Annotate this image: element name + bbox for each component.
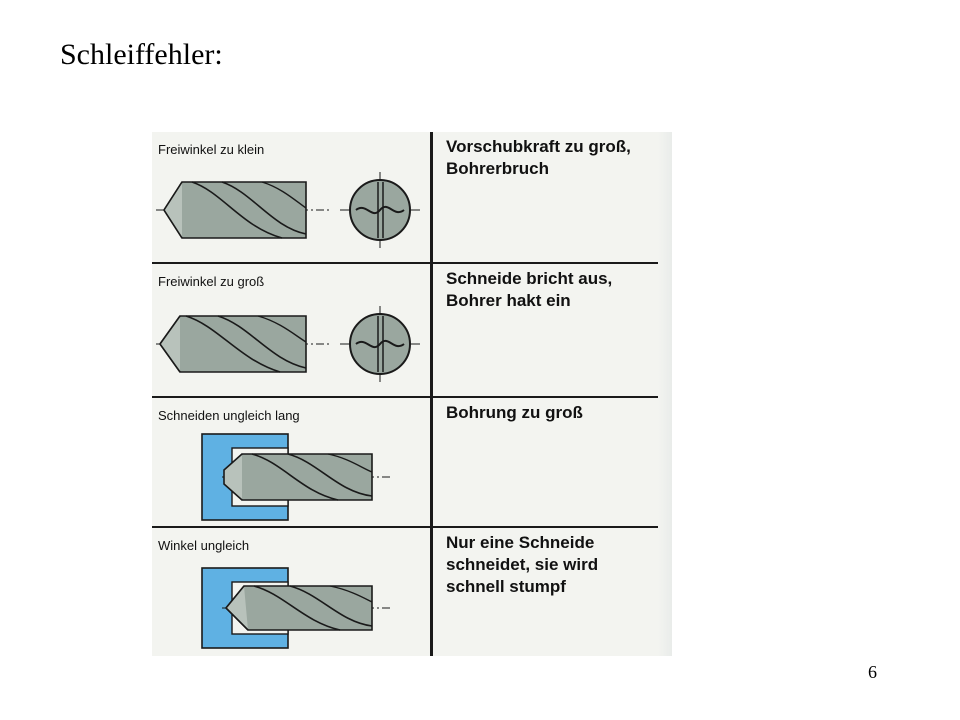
row-label: Schneiden ungleich lang xyxy=(158,408,300,423)
drill-in-workpiece-illustration xyxy=(152,398,430,528)
drill-in-workpiece-illustration xyxy=(152,528,430,656)
row-effect xyxy=(446,402,583,424)
row-effect xyxy=(446,268,612,312)
effect-line: Vorschubkraft zu groß, xyxy=(446,137,631,156)
effect-line: Bohrerbruch xyxy=(446,159,549,178)
error-row-schneiden-ungleich xyxy=(152,396,672,528)
error-row-freiwinkel-klein xyxy=(152,132,672,262)
row-label: Winkel ungleich xyxy=(158,538,250,553)
effect-line: Bohrung zu groß xyxy=(446,403,583,422)
row-effect xyxy=(446,136,631,180)
row-label: Freiwinkel zu groß xyxy=(158,274,265,289)
drill-illustration xyxy=(152,132,430,262)
effect-line: schnell stumpf xyxy=(446,577,566,596)
page-number: 6 xyxy=(868,662,877,682)
error-row-winkel-ungleich xyxy=(152,526,672,656)
drill-illustration xyxy=(152,264,430,398)
effect-line: Schneide bricht aus, xyxy=(446,269,613,288)
grinding-errors-figure xyxy=(152,132,672,656)
row-effect xyxy=(446,532,598,598)
effect-line: Nur eine Schneide xyxy=(446,533,595,552)
error-row-freiwinkel-gross xyxy=(152,262,672,398)
effect-line: schneidet, sie wird xyxy=(446,555,599,574)
slide-title: Schleiffehler: xyxy=(60,38,223,71)
row-label: Freiwinkel zu klein xyxy=(158,142,265,157)
effect-line: Bohrer hakt ein xyxy=(446,291,571,310)
